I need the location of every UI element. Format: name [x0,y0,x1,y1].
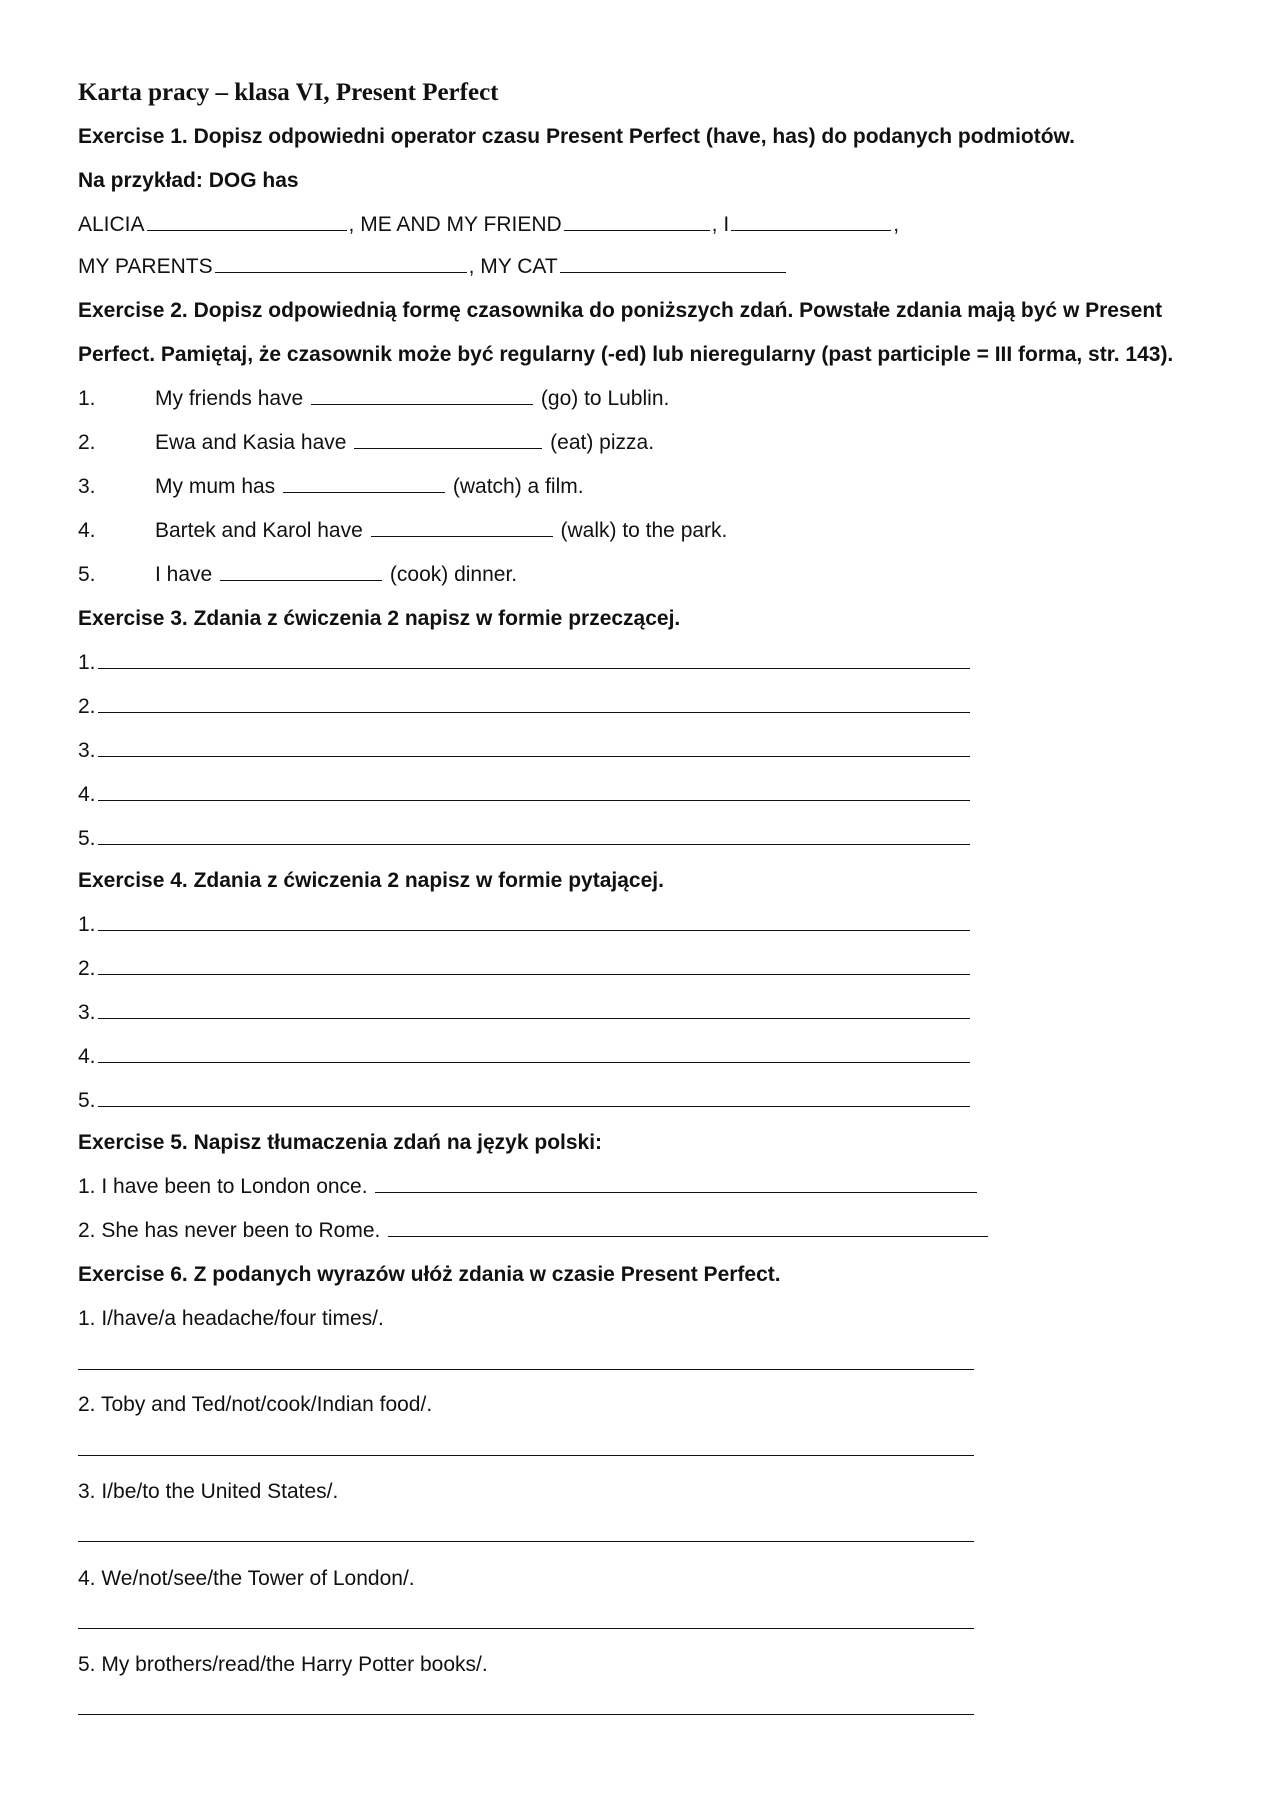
answer-line[interactable] [98,912,970,931]
exercise-2-heading-line-1: Exercise 2. Dopisz odpowiednią formę czasownika do poniższych zdań. Powstałe zdania mają być w Present [78,299,1163,322]
item-number: 5. [78,563,96,586]
sentence-to-translate: 2. She has never been to Rome. [78,1219,381,1242]
translation-line[interactable] [375,1174,977,1193]
line-number: 4. [78,1045,96,1068]
item-number: 3. [78,475,96,498]
line-number: 4. [78,783,96,806]
exercise-6-prompt: 4. We/not/see/the Tower of London/. [78,1567,415,1590]
exercise-4-line [78,1000,972,1026]
answer-line[interactable] [98,782,970,801]
exercise-4-heading: Exercise 4. Zdania z ćwiczenia 2 napisz w formie pytającej. [78,869,664,892]
subject-my-cat: MY CAT [480,255,558,278]
line-number: 5. [78,827,96,850]
subject-me-and-my-friend: ME AND MY FRIEND [360,213,562,236]
answer-blank[interactable] [354,430,542,449]
translation-line[interactable] [388,1218,988,1237]
answer-line[interactable] [98,738,970,757]
line-number: 2. [78,957,96,980]
item-verb-hint: (cook) dinner. [389,563,518,586]
exercise-5-item [78,1218,990,1244]
line-number: 1. [78,913,96,936]
exercise-6-prompt: 5. My brothers/read/the Harry Potter books/. [78,1653,488,1676]
subject-my-parents: MY PARENTS [78,255,213,278]
answer-line[interactable] [78,1714,974,1715]
exercise-2-item [78,518,727,544]
sentence-to-translate: 1. I have been to London once. [78,1175,368,1198]
exercise-3-line [78,826,972,852]
exercise-1-row-1: ALICIA , ME AND MY FRIEND , I , [78,213,900,236]
line-number: 3. [78,739,96,762]
subject-alicia: ALICIA [78,213,145,236]
exercise-2-item [78,474,584,500]
page-title: Karta pracy – klasa VI, Present Perfect [78,79,499,106]
answer-line[interactable] [98,694,970,713]
exercise-5-heading: Exercise 5. Napisz tłumaczenia zdań na język polski: [78,1131,603,1154]
subject-i: I [723,213,730,236]
item-subject: I have [155,563,213,586]
answer-blank[interactable] [371,518,553,537]
answer-line[interactable] [98,1044,970,1063]
item-verb-hint: (watch) a film. [452,475,584,498]
exercise-6-prompt: 1. I/have/a headache/four times/. [78,1307,384,1330]
exercise-6-heading: Exercise 6. Z podanych wyrazów ułóż zdania w czasie Present Perfect. [78,1263,781,1286]
answer-line[interactable] [78,1369,974,1370]
item-verb-hint: (go) to Lublin. [540,387,670,410]
exercise-6-prompt: 2. Toby and Ted/not/cook/Indian food/. [78,1393,433,1416]
exercise-2-heading-line-2: Perfect. Pamiętaj, że czasownik może być regularny (-ed) lub nieregularny (past participle = III forma, str. 143). [78,343,1174,366]
line-number: 5. [78,1089,96,1112]
exercise-3-line [78,738,972,764]
exercise-5-item [78,1174,979,1200]
exercise-3-line [78,694,972,720]
answer-blank[interactable] [220,562,382,581]
exercise-4-line [78,956,972,982]
exercise-6-prompt: 3. I/be/to the United States/. [78,1480,339,1503]
answer-blank-me-and-my-friend[interactable] [564,212,710,231]
answer-line[interactable] [98,826,970,845]
answer-blank-my-cat[interactable] [560,254,786,273]
answer-blank-my-parents[interactable] [215,254,467,273]
exercise-1-example: Na przykład: DOG has [78,169,299,192]
exercise-3-line [78,650,972,676]
line-number: 2. [78,695,96,718]
answer-blank[interactable] [311,386,533,405]
item-subject: Ewa and Kasia have [155,431,347,454]
exercise-3-heading: Exercise 3. Zdania z ćwiczenia 2 napisz w formie przeczącej. [78,607,681,630]
exercise-2-item [78,430,654,456]
item-number: 1. [78,387,96,410]
item-subject: Bartek and Karol have [155,519,363,542]
item-verb-hint: (eat) pizza. [550,431,655,454]
line-number: 1. [78,651,96,674]
item-subject: My mum has [155,475,276,498]
exercise-2-item [78,386,669,412]
answer-line[interactable] [78,1541,974,1542]
exercise-2-item [78,562,517,588]
answer-line[interactable] [78,1455,974,1456]
exercise-1-row-2: MY PARENTS , MY CAT [78,254,788,280]
answer-line[interactable] [98,956,970,975]
answer-blank-alicia[interactable] [147,212,347,231]
exercise-4-line [78,912,972,938]
item-subject: My friends have [155,387,304,410]
answer-line[interactable] [98,1000,970,1019]
item-number: 4. [78,519,96,542]
line-number: 3. [78,1001,96,1024]
item-number: 2. [78,431,96,454]
exercise-3-line [78,782,972,808]
answer-blank[interactable] [283,474,445,493]
exercise-1-heading: Exercise 1. Dopisz odpowiedni operator czasu Present Perfect (have, has) do podanych podmiotów. [78,125,1075,148]
item-verb-hint: (walk) to the park. [560,519,728,542]
exercise-4-line [78,1044,972,1070]
answer-line[interactable] [98,1088,970,1107]
answer-line[interactable] [98,650,970,669]
answer-line[interactable] [78,1628,974,1629]
answer-blank-i[interactable] [731,212,891,231]
exercise-4-line [78,1088,972,1114]
